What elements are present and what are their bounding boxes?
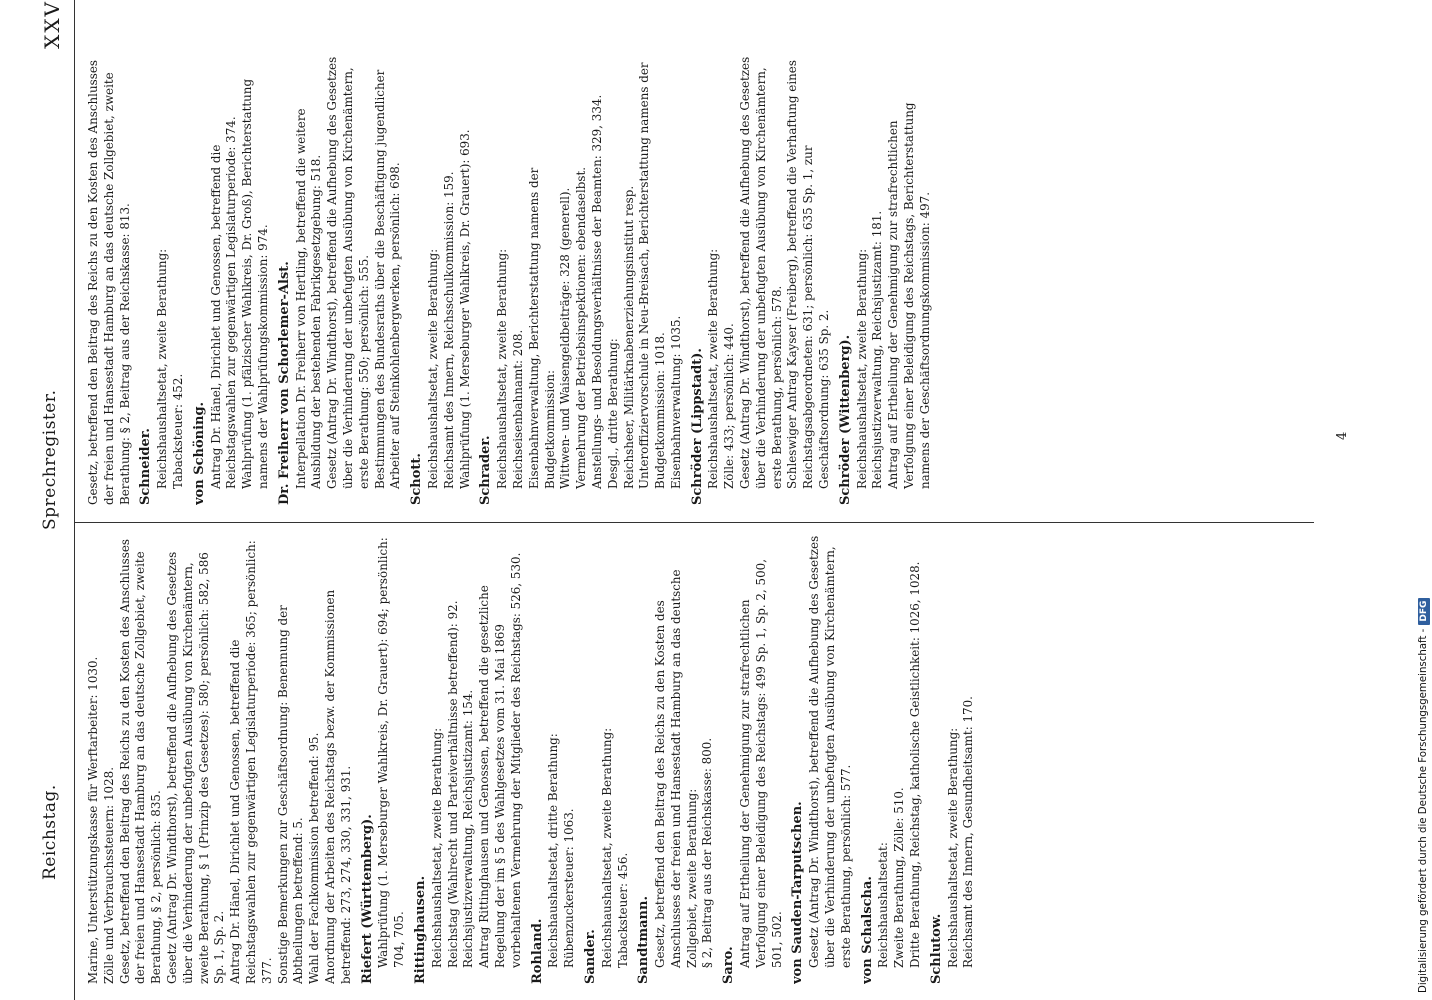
speaker-name: Rohland. xyxy=(529,918,545,984)
entry-line: Reichseisenbahnamt: 208. xyxy=(510,329,525,489)
entry-line: Gesetz (Antrag Dr. Windthorst), betreffend die Aufhebung des Gesetzes über die Verhinderung der unbefugten Ausübung von Kirchenämtern, erste Berathung, persönlich: 578. xyxy=(738,56,784,489)
register-entry xyxy=(192,55,272,505)
entry-line: Reichshaushaltsetat, zweite Berathung: xyxy=(945,727,960,968)
entry-line: Marine, Unterstützungskasse für Werftarbeiter: 1030. xyxy=(86,656,100,984)
entry-line: Reichsjustizverwaltung, Reichsjustizamt: 181. xyxy=(870,210,885,489)
entry-line: Reichshaushaltsetat, zweite Berathung: xyxy=(599,727,614,968)
register-entry xyxy=(138,55,186,505)
entry-line: Bestimmungen des Bundesraths über die Beschäftigung jugendlicher Arbeiter auf Steinkohlenbergwerken, persönlich: 698. xyxy=(372,69,403,489)
entry-line: Wahlprüfung (1. Merseburger Wahlkreis, Dr. Grauert): 693. xyxy=(457,129,472,489)
entry-line: Reichshaushaltsetat, dritte Berathung: xyxy=(546,733,561,968)
entry-line: Tabacksteuer: 456. xyxy=(615,852,630,968)
header-left: Reichstag. xyxy=(40,784,60,880)
register-entry xyxy=(277,55,404,505)
register-entry xyxy=(583,534,631,984)
entry-line: Dritte Berathung, Reichstag, katholische Geistlichkeit: 1026, 1028. xyxy=(908,561,923,968)
entry-line: Reichshaushaltsetat, zweite Berathung: xyxy=(425,248,440,489)
speaker-name: Saro. xyxy=(721,946,737,984)
register-entry xyxy=(86,534,355,984)
entry-line: Wahlprüfung (1. pfälzischer Wahlkreis, Dr. Groß), Berichterstattung namens der Wahlprüfungskommission: 974. xyxy=(240,78,270,489)
entry-line: Reichshaushaltsetat, zweite Berathung: xyxy=(495,248,510,489)
entry-line: Sonstige Bemerkungen zur Geschäftsordnung: Benennung der Abtheilungen betreffend: 5. xyxy=(275,605,306,984)
register-entry xyxy=(478,55,684,505)
column-divider xyxy=(74,522,1314,523)
entry-line: Gesetz (Antrag Dr. Windthorst), betreffend die Aufhebung des Gesetzes über die Verhinderung der unbefugten Ausübung von Kirchenämtern, erste Berathung, persönlich: 577. xyxy=(807,535,853,968)
register-entry xyxy=(636,534,716,984)
entry-line: Interpellation Dr. Freiherr von Hertling, betreffend die weitere Ausbildung der bestehenden Fabrikgesetzgebung: 518. xyxy=(293,108,324,489)
entry-line: Reichshaushaltsetat, zweite Berathung: xyxy=(429,727,444,968)
register-entry xyxy=(838,55,934,505)
speaker-name: Rittinghausen. xyxy=(412,875,428,984)
register-entry xyxy=(360,534,408,984)
entry-line: Rübenzuckersteuer: 1063. xyxy=(562,808,577,968)
entry-line: Antrag auf Ertheilung der Genehmigung zur strafrechtlichen Verfolgung einer Beleidigung des Reichstags: 499 Sp. 1, Sp. 2, 500, 501, 502. xyxy=(738,559,784,968)
entry-line: Eisenbahnverwaltung: 1035. xyxy=(668,315,683,489)
register-entry xyxy=(690,55,833,505)
entry-line: Desgl., dritte Berathung: xyxy=(605,338,620,489)
speaker-name: Dr. Freiherr von Schorlemer-Alst. xyxy=(276,261,292,505)
entry-line: Reichshaushaltsetat, zweite Berathung: xyxy=(854,248,869,489)
entry-line: Wahlprüfung (1. Merseburger Wahlkreis, Dr. Grauert): 694; persönlich: 704, 705. xyxy=(376,537,407,968)
speaker-name: Schott. xyxy=(409,453,425,505)
header-rule xyxy=(74,0,75,1000)
entry-line: Tabacksteuer: 452. xyxy=(170,373,185,489)
register-entry xyxy=(86,55,133,505)
digitization-note xyxy=(1417,13,1431,993)
entry-line: Antrag auf Ertheilung der Genehmigung zur strafrechtlichen Verfolgung einer Beleidigung des Reichstags, Berichterstattung namens der Geschäftsordnungskommission: 497. xyxy=(886,102,932,489)
register-entry xyxy=(413,534,525,984)
entry-line: § 2, Beitrag aus der Reichskasse: 800. xyxy=(700,737,715,968)
header-center: Sprechregister. xyxy=(40,389,60,530)
entry-line: Gesetz (Antrag Dr. Windthorst), betreffend die Aufhebung des Gesetzes über die Verhinderung der unbefugten Ausübung von Kirchenämtern, erste Berathung: 550; persönlich: 555. xyxy=(325,56,371,489)
entry-line: Zölle: 433; persönlich: 440. xyxy=(722,323,737,489)
speaker-name: Schröder (Lippstadt). xyxy=(689,348,705,505)
entry-line: Antrag Rittinghausen und Genossen, betreffend die gesetzliche Regelung der im § 5 des Wahlgesetzes vom 31. Mai 1869 vorbehaltenen Vermehrung der Mitglieder des Reichstags: 526, 530. xyxy=(477,552,523,968)
entry-line: Wahl der Fachkommission betreffend: 95. xyxy=(307,732,322,984)
speaker-name: Riefert (Württemberg). xyxy=(359,814,375,984)
entry-line: Zölle und Verbrauchssteuern: 1028. xyxy=(101,766,116,984)
speaker-name: Schröder (Wittenberg). xyxy=(837,334,853,505)
entry-line: Gesetz, betreffend den Beitrag des Reichs zu den Kosten des Anschlusses der freien und Hansestadt Hamburg an das deutsche Zollgebiet, zweite Berathung, § 2, persönlich: 835. xyxy=(117,539,164,984)
entry-line: Antrag Dr. Hänel, Dirichlet und Genossen, betreffend die Reichstagswahlen zur gegenwärtigen Legislaturperiode: 365; persönlich: 377. xyxy=(228,540,274,984)
dfg-logo: DFG xyxy=(1418,598,1430,625)
entry-line: Reichstag (Wahlrecht und Parteiverhältnisse betreffend): 92. xyxy=(445,600,460,968)
entry-line: Reichsamt des Innern, Gesundheitsamt: 170. xyxy=(961,696,976,968)
left-column xyxy=(86,534,1326,984)
entry-line: Gesetz, betreffend den Beitrag des Reichs zu den Kosten des Anschlusses der freien und Hansestadt Hamburg an das deutsche Zollgebiet, zweite Berathung: § 2, Beitrag aus der Reichskasse: 813. xyxy=(86,60,132,505)
speaker-name: von Sauden-Tarputschen. xyxy=(790,801,806,984)
register-entry xyxy=(790,534,854,984)
register-entry xyxy=(530,534,578,984)
entry-line: Reichshaushaltsetat: xyxy=(876,842,891,968)
entry-line: Gesetz (Antrag Dr. Windthorst), betreffend die Aufhebung des Gesetzes über die Verhinderung der unbefugten Ausübung von Kirchenämtern, zweite Berathung, § 1 (Prinzip des Gesetzes): 580; persönlich: 582, 586 Sp. 1, Sp. 2. xyxy=(164,551,227,984)
digitization-note-text: Digitalisierung gefördert durch die Deutsche Forschungsgemeinschaft - xyxy=(1418,628,1429,993)
register-entry xyxy=(929,534,977,984)
speaker-name: Sander. xyxy=(582,929,598,984)
entry-line: Vermehrung der Betriebsinspektionen: ebendaselbst. xyxy=(574,166,589,489)
register-entry xyxy=(721,534,785,984)
right-column xyxy=(86,55,1326,505)
entry-line: Wittwen- und Waisengeldbeiträge: 328 (generell). xyxy=(558,187,573,489)
entry-line: Reichsjustizverwaltung, Reichsjustizamt: 154. xyxy=(461,689,476,968)
speaker-name: Schlutow. xyxy=(928,913,944,984)
entry-line: Reichsamt des Innern, Reichsschulkommission: 159. xyxy=(441,171,456,489)
speaker-name: von Schalscha. xyxy=(859,876,875,984)
page-number: XXV xyxy=(40,0,64,49)
entry-line: Reichshaushaltsetat, zweite Berathung: xyxy=(155,248,170,489)
speaker-name: Schrader. xyxy=(478,435,494,505)
entry-line: Eisenbahnverwaltung, Berichterstattung namens der Budgetkommission: xyxy=(526,167,557,489)
entry-line: Anordnung der Arbeiten des Reichstags bezw. der Kommissionen betreffend: 273, 274, 330, 331, 931. xyxy=(322,589,353,984)
entry-line: Schleswiger Antrag Kayser (Freiberg), betreffend die Verhaftung eines Reichstagsabgeordneten: 631; persönlich: 635 Sp. 1, zur Geschäftsordnung: 635 Sp. 2. xyxy=(785,60,832,489)
speaker-name: Sandtmann. xyxy=(636,896,652,984)
speaker-name: Schneider. xyxy=(138,428,154,505)
register-entry xyxy=(409,55,473,505)
entry-line: Anstellungs- und Besoldungsverhältnisse der Beamten: 329, 334. xyxy=(589,94,604,489)
entry-line: Antrag Dr. Hänel, Dirichlet und Genossen, betreffend die Reichstagswahlen zur gegenwärtigen Legislaturperiode: 374. xyxy=(208,116,239,489)
signature-mark: 4 xyxy=(1335,431,1350,440)
entry-line: Reichsheer, Militärknabenerziehungsinstitut resp. Unteroffiziervorschule in Neu-Breisach, Berichterstattung namens der Budgetkommission: 1018. xyxy=(621,62,668,489)
entry-line: Gesetz, betreffend den Beitrag des Reichs zu den Kosten des Anschlusses der freien und Hansestadt Hamburg an das deutsche Zollgebiet, zweite Berathung: xyxy=(653,569,699,968)
entry-line: Zweite Berathung, Zölle: 510. xyxy=(892,787,907,968)
register-entry xyxy=(860,534,924,984)
speaker-name: von Schöning. xyxy=(191,401,207,505)
entry-line: Reichshaushaltsetat, zweite Berathung: xyxy=(706,248,721,489)
